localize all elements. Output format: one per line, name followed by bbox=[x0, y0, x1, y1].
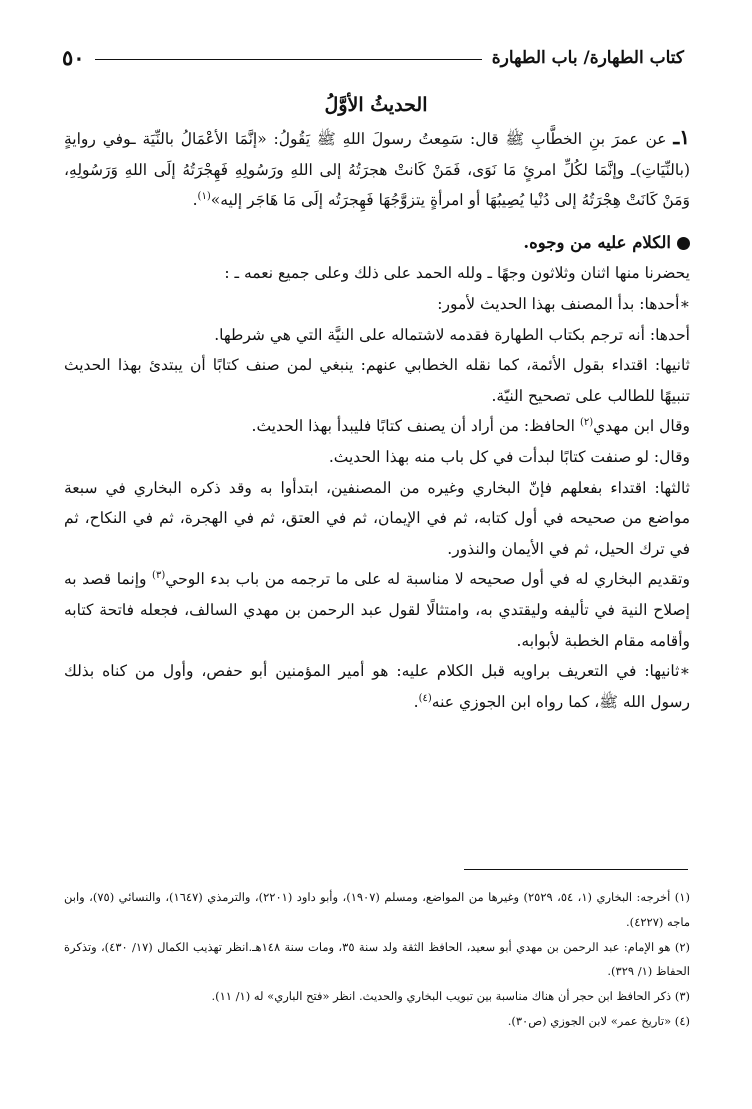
footnote-ref-1: (١) bbox=[197, 191, 211, 203]
main-text bbox=[64, 122, 690, 717]
star-icon: ∗ bbox=[679, 294, 690, 313]
bukhari-b: وإنما قصد به إصلاح النية في تأليفه وليقتدي به، وامتثالًا لقول عبد الرحمن بن مهدي السالف، فجعله فاتحة كتابه وأقامه مقام الخطبة لأبوابه. bbox=[64, 570, 690, 650]
point-one-text: بدأ المصنف بهذا الحديث لأمور: bbox=[437, 294, 635, 313]
commentary-heading-text: الكلام عليه من وجوه. bbox=[523, 232, 671, 252]
point-two bbox=[64, 656, 690, 717]
running-title: كتاب الطهارة/ باب الطهارة bbox=[491, 48, 684, 68]
footnotes bbox=[64, 885, 690, 1034]
commentary-heading bbox=[64, 228, 690, 259]
reason-two bbox=[64, 350, 690, 411]
page-number: ٥٠ bbox=[62, 45, 85, 70]
header-rule bbox=[95, 59, 482, 60]
footnote-1: (١) أخرجه: البخاري (١، ٥٤، ٢٥٢٩) وغيرها من المواضع، ومسلم (١٩٠٧)، وأبو داود (٢٢٠١)، والترمذي (١٦٤٧)، والنسائي (٧٥)، وابن ماجه (٤٢٢٧). bbox=[64, 890, 690, 929]
ibn-mahdi-quote bbox=[64, 411, 690, 442]
star-icon-2: ∗ bbox=[679, 662, 690, 681]
footnote-ref-2: (٢) bbox=[579, 417, 594, 429]
commentary-intro: يحضرنا منها اثنان وثلاثون وجهًا ـ ولله الحمد على ذلك وعلى جميع نعمه ـ : bbox=[224, 264, 690, 283]
point-two-end: . bbox=[413, 692, 419, 711]
hadith-number: ١ـ bbox=[673, 125, 690, 149]
reason-two-text: اقتداء بقول الأئمة، كما نقله الخطابي عنهم: ينبغي لمن صنف كتابًا أن يبتدئ بهذا الحديث تنبيهًا للطالب على تصحيح النيّة. bbox=[64, 356, 690, 405]
running-header bbox=[62, 40, 684, 70]
reason-one-lead: أحدها: bbox=[649, 325, 690, 344]
point-one-lead: أحدها: bbox=[639, 294, 680, 313]
footnote-2: (٢) هو الإمام: عبد الرحمن بن مهدي أبو سعيد، الحافظ الثقة ولد سنة ٣٥، ومات سنة ١٤٨هـ.انظر تهذيب الكمال (١٧/ ٤٣٠)، وتذكرة الحفاظ (١/ ٣٢٩). bbox=[64, 939, 691, 979]
point-two-text: في التعريف براويه قبل الكلام عليه: هو أمير المؤمنين أبو حفص، وأول من كناه بذلك رسول الله ﷺ، كما رواه ابن الجوزي عنه bbox=[64, 662, 690, 711]
reason-three-lead: ثالثها: bbox=[654, 478, 690, 497]
hadith-end: . bbox=[192, 191, 198, 210]
footnote-rule bbox=[464, 869, 688, 870]
reason-two-lead: ثانيها: bbox=[654, 356, 690, 375]
reason-three-text: اقتداء بفعلهم فإنّ البخاري وغيره من المصنفين، ابتدأوا به وقد ذكره البخاري في سبعة مواضع من صحيحه في أول كتابه، ثم في الإيمان، ثم في العتق، ثم في الهجرة، ثم في النكاح، ثم في ترك الحيل، ثم في الأيمان والنذور. bbox=[64, 478, 690, 558]
reason-one-text: أنه ترجم بكتاب الطهارة فقدمه لاشتماله على النيَّة التي هي شرطها. bbox=[214, 325, 645, 344]
reason-one bbox=[64, 320, 690, 351]
bullet-icon bbox=[677, 237, 690, 250]
reason-three bbox=[64, 473, 690, 565]
hadith-paragraph bbox=[64, 122, 690, 216]
point-one bbox=[64, 289, 690, 320]
ibn-mahdi-quote-2: وقال: لو صنفت كتابًا لبدأت في كل باب منه بهذا الحديث. bbox=[328, 447, 690, 466]
footnote-ref-3: (٣) bbox=[152, 570, 166, 582]
bukhari-a: وتقديم البخاري له في أول صحيحه لا مناسبة له على ما ترجمه من باب بدء الوحي bbox=[165, 570, 690, 589]
bukhari-paragraph bbox=[64, 564, 690, 656]
point-two-lead: ثانيها: bbox=[644, 662, 680, 681]
hadith-text: عن عمرَ بنِ الخطَّابِ ﷺ قال: سَمِعتُ رسولَ اللهِ ﷺ يَقُولُ: «إنَّمَا الأعْمَالُ بالنِّيَة ـوفي روايةٍ (بالنِّيَاتِ)ـ وإنَّمَا لكُلِّ امرئٍ مَا نَوَى، فَمَنْ كَانتْ هجرَتُهُ إلى اللهِ ورَسُولِهِ فَهِجْرَتُهُ إلَى اللهِ وَرَسُولِهِ، وَمَنْ كَانَتْ هِجْرَتُهُ إلى دُنْيا يُصِيبُهَا أو امرأةٍ يتزوَّجُهَا فَهِجرَتُه إلَى مَا هَاجَر إليه» bbox=[64, 130, 690, 210]
section-title: الحديثُ الأوَّلُ bbox=[324, 94, 428, 116]
footnote-ref-4: (٤) bbox=[418, 692, 432, 704]
footnote-3: (٣) ذكر الحافظ ابن حجر أن هناك مناسبة بين تبويب البخاري والحديث. انظر «فتح الباري» له (١/ ١١). bbox=[211, 989, 690, 1004]
ibn-mahdi-b: الحافظ: من أراد أن يصنف كتابًا فليبدأ بهذا الحديث. bbox=[251, 417, 575, 436]
ibn-mahdi-a: وقال ابن مهدي bbox=[593, 417, 690, 436]
footnote-4: (٤) «تاريخ عمر» لابن الجوزي (ص٣٠). bbox=[507, 1013, 690, 1028]
